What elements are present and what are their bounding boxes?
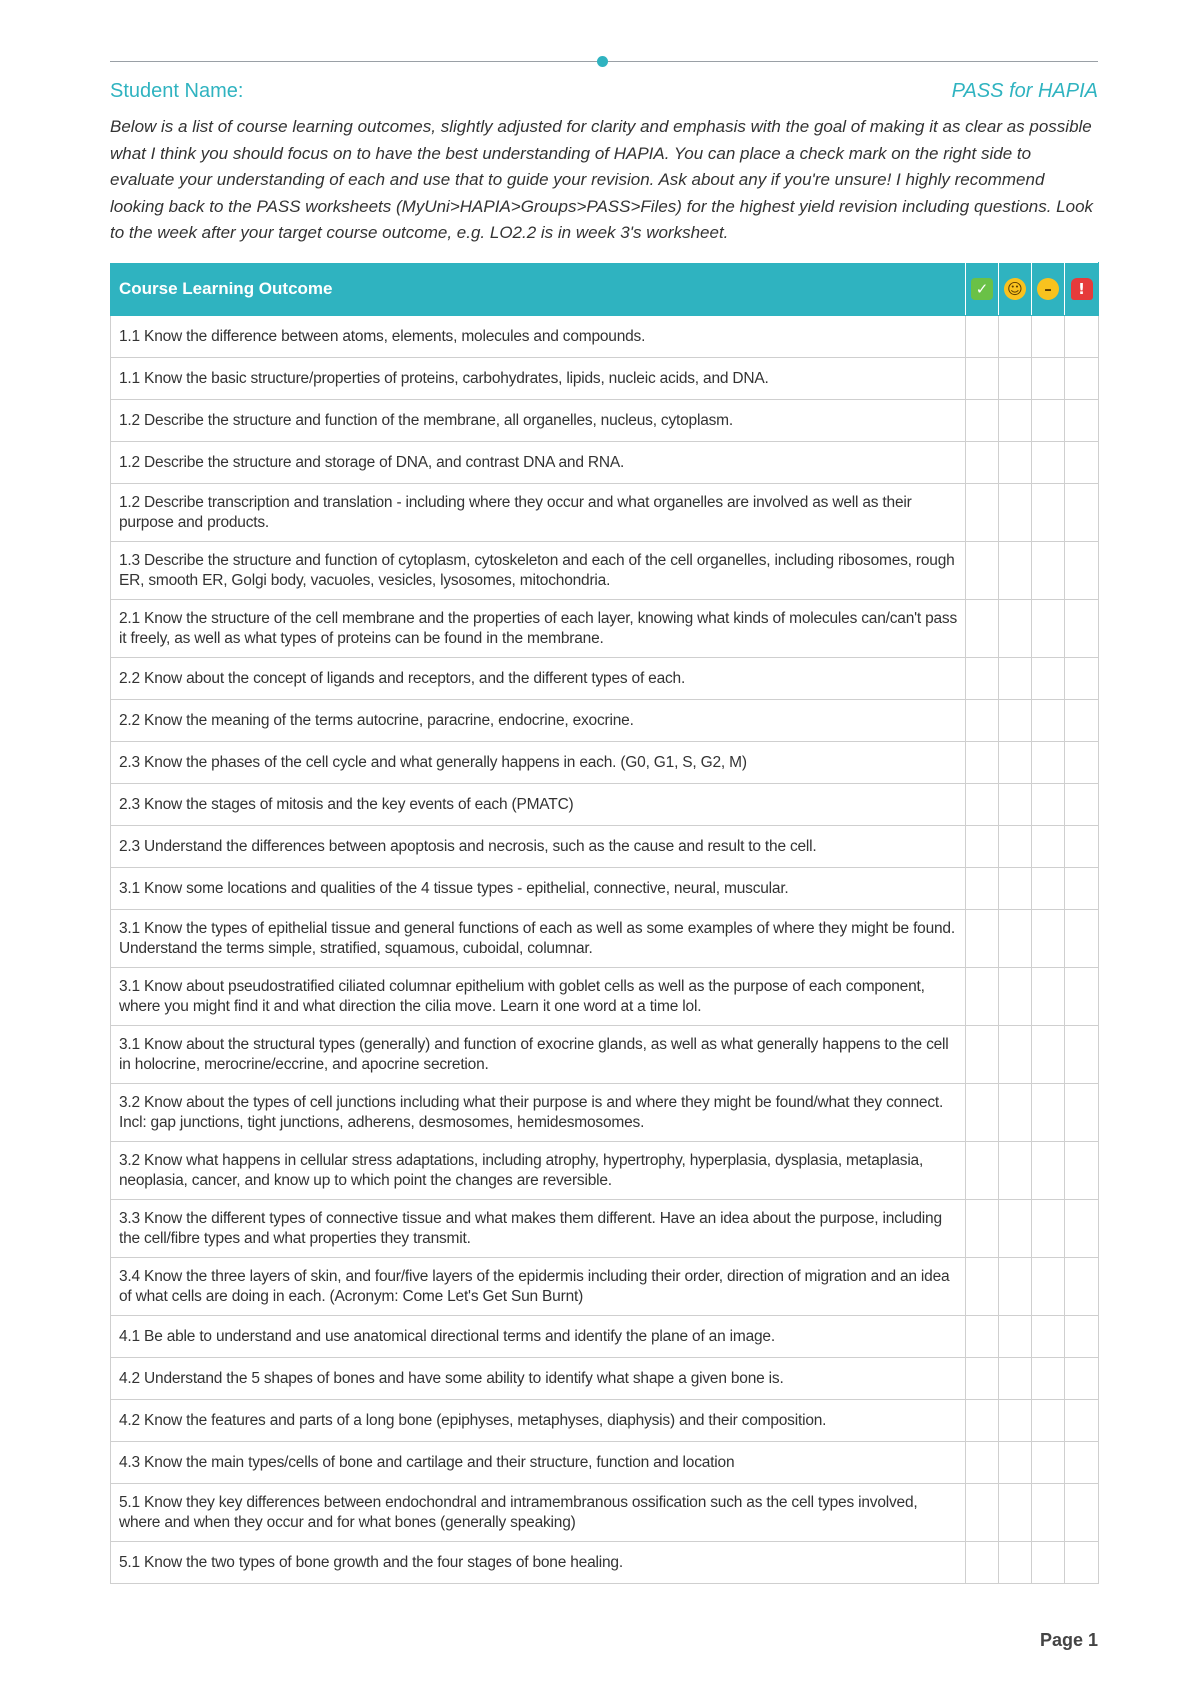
table-row — [111, 910, 1099, 968]
rating-cell-struggling[interactable] — [1065, 1258, 1099, 1316]
outcome-text: 1.3 Describe the structure and function of cytoplasm, cytoskeleton and each of the cell organelles, including ribosomes, rough ER, smooth ER, Golgi body, vacuoles, vesicles, lysosomes, mitochondria. — [111, 542, 966, 600]
outcome-text: 1.2 Describe transcription and translation - including where they occur and what organelles are involved as well as their purpose and products. — [111, 484, 966, 542]
rating-cell-understood[interactable] — [966, 910, 999, 968]
rating-cell-unsure[interactable] — [1032, 316, 1065, 358]
check-mark-icon: ✓ — [971, 278, 993, 300]
rating-cell-unsure[interactable] — [1032, 1258, 1065, 1316]
divider-dot — [597, 56, 608, 67]
rating-cell-good[interactable] — [999, 442, 1032, 484]
rating-header-good — [999, 263, 1032, 316]
rating-cell-understood[interactable] — [966, 1142, 999, 1200]
rating-cell-understood[interactable] — [966, 1484, 999, 1542]
outcome-text: 4.2 Understand the 5 shapes of bones and have some ability to identify what shape a given bone is. — [111, 1358, 966, 1400]
rating-header-understood — [966, 263, 999, 316]
rating-cell-understood[interactable] — [966, 742, 999, 784]
rating-cell-unsure[interactable] — [1032, 1142, 1065, 1200]
table-row — [111, 358, 1099, 400]
rating-cell-understood[interactable] — [966, 826, 999, 868]
rating-cell-unsure[interactable] — [1032, 1084, 1065, 1142]
rating-cell-struggling[interactable] — [1065, 358, 1099, 400]
outcome-text: 3.3 Know the different types of connective tissue and what makes them different. Have an idea about the purpose, including the cell/fibre types and what properties they transmit. — [111, 1200, 966, 1258]
rating-cell-good[interactable] — [999, 968, 1032, 1026]
rating-cell-unsure[interactable] — [1032, 1484, 1065, 1542]
table-row — [111, 1200, 1099, 1258]
outcome-text: 4.1 Be able to understand and use anatomical directional terms and identify the plane of an image. — [111, 1316, 966, 1358]
rating-cell-good[interactable] — [999, 1358, 1032, 1400]
rating-cell-understood[interactable] — [966, 442, 999, 484]
table-row — [111, 742, 1099, 784]
outcome-text: 1.1 Know the difference between atoms, elements, molecules and compounds. — [111, 316, 966, 358]
rating-cell-struggling[interactable] — [1065, 484, 1099, 542]
rating-cell-struggling[interactable] — [1065, 1400, 1099, 1442]
rating-cell-good[interactable] — [999, 868, 1032, 910]
rating-cell-understood[interactable] — [966, 542, 999, 600]
rating-cell-struggling[interactable] — [1065, 1442, 1099, 1484]
table-header-row — [111, 263, 1099, 316]
rating-cell-good[interactable] — [999, 1258, 1032, 1316]
rating-cell-good[interactable] — [999, 1484, 1032, 1542]
rating-cell-unsure[interactable] — [1032, 1442, 1065, 1484]
rating-cell-understood[interactable] — [966, 784, 999, 826]
table-row — [111, 600, 1099, 658]
table-row — [111, 1484, 1099, 1542]
outcome-text: 2.2 Know the meaning of the terms autocrine, paracrine, endocrine, exocrine. — [111, 700, 966, 742]
rating-cell-unsure[interactable] — [1032, 1316, 1065, 1358]
table-row — [111, 1142, 1099, 1200]
table-row — [111, 542, 1099, 600]
rating-cell-good[interactable] — [999, 742, 1032, 784]
rating-cell-good[interactable] — [999, 658, 1032, 700]
rating-cell-struggling[interactable] — [1065, 1358, 1099, 1400]
rating-cell-unsure[interactable] — [1032, 400, 1065, 442]
table-row — [111, 1542, 1099, 1584]
rating-cell-understood[interactable] — [966, 358, 999, 400]
rating-cell-good[interactable] — [999, 700, 1032, 742]
rating-cell-good[interactable] — [999, 484, 1032, 542]
rating-cell-unsure[interactable] — [1032, 658, 1065, 700]
rating-cell-struggling[interactable] — [1065, 868, 1099, 910]
table-row — [111, 784, 1099, 826]
rating-cell-good[interactable] — [999, 1142, 1032, 1200]
intro-paragraph: Below is a list of course learning outcomes, slightly adjusted for clarity and emphasis with the goal of making it as clear as possible what I think you should focus on to have the best understanding of HAPIA. You can place a check mark on the right side to evaluate your understanding of each and use that to guide your revision. Ask about any if you're unsure! I highly recommend looking back to the PASS worksheets (MyUni>HAPIA>Groups>PASS>Files) for the highest yield revision including questions. Look to the week after your target course outcome, e.g. LO2.2 is in week 3's worksheet. — [110, 117, 1094, 242]
rating-cell-understood[interactable] — [966, 700, 999, 742]
rating-cell-struggling[interactable] — [1065, 316, 1099, 358]
rating-cell-understood[interactable] — [966, 600, 999, 658]
rating-cell-unsure[interactable] — [1032, 784, 1065, 826]
rating-cell-unsure[interactable] — [1032, 484, 1065, 542]
page-number: Page 1 — [1039, 1630, 1098, 1650]
table-row — [111, 1358, 1099, 1400]
rating-cell-good[interactable] — [999, 316, 1032, 358]
rating-cell-understood[interactable] — [966, 1542, 999, 1584]
outcome-text: 5.1 Know the two types of bone growth and the four stages of bone healing. — [111, 1542, 966, 1584]
rating-cell-struggling[interactable] — [1065, 600, 1099, 658]
rating-cell-struggling[interactable] — [1065, 1026, 1099, 1084]
outcome-text: 1.2 Describe the structure and storage of DNA, and contrast DNA and RNA. — [111, 442, 966, 484]
rating-cell-unsure[interactable] — [1032, 742, 1065, 784]
rating-cell-good[interactable] — [999, 1316, 1032, 1358]
outcome-text: 4.2 Know the features and parts of a long bone (epiphyses, metaphyses, diaphysis) and their composition. — [111, 1400, 966, 1442]
rating-cell-unsure[interactable] — [1032, 826, 1065, 868]
outcome-text: 1.1 Know the basic structure/properties of proteins, carbohydrates, lipids, nucleic acids, and DNA. — [111, 358, 966, 400]
rating-cell-good[interactable] — [999, 1084, 1032, 1142]
rating-cell-understood[interactable] — [966, 1026, 999, 1084]
neutral-face-icon: – — [1037, 278, 1059, 300]
rating-cell-understood[interactable] — [966, 1084, 999, 1142]
student-name-label: Student Name: — [110, 80, 244, 102]
rating-cell-good[interactable] — [999, 910, 1032, 968]
rating-header-struggling — [1065, 263, 1099, 316]
rating-cell-unsure[interactable] — [1032, 600, 1065, 658]
rating-cell-unsure[interactable] — [1032, 1400, 1065, 1442]
rating-cell-understood[interactable] — [966, 400, 999, 442]
outcome-text: 2.3 Know the phases of the cell cycle and what generally happens in each. (G0, G1, S, G2, M) — [111, 742, 966, 784]
rating-cell-struggling[interactable] — [1065, 1084, 1099, 1142]
outcome-text: 2.3 Understand the differences between apoptosis and necrosis, such as the cause and result to the cell. — [111, 826, 966, 868]
table-row — [111, 1400, 1099, 1442]
outcome-text: 3.2 Know about the types of cell junctions including what their purpose is and where they might be found/what they connect. Incl: gap junctions, tight junctions, adherens, desmosomes, hemidesmosomes. — [111, 1084, 966, 1142]
rating-cell-unsure[interactable] — [1032, 968, 1065, 1026]
rating-cell-good[interactable] — [999, 1442, 1032, 1484]
rating-cell-good[interactable] — [999, 826, 1032, 868]
outcome-text: 3.4 Know the three layers of skin, and four/five layers of the epidermis including their order, direction of migration and an idea of what cells are doing in each. (Acronym: Come Let's Get Sun Burnt) — [111, 1258, 966, 1316]
rating-header-unsure — [1032, 263, 1065, 316]
rating-cell-struggling[interactable] — [1065, 400, 1099, 442]
rating-cell-struggling[interactable] — [1065, 542, 1099, 600]
rating-cell-unsure[interactable] — [1032, 1542, 1065, 1584]
table-row — [111, 1026, 1099, 1084]
table-row — [111, 700, 1099, 742]
rating-cell-good[interactable] — [999, 1200, 1032, 1258]
rating-cell-struggling[interactable] — [1065, 1316, 1099, 1358]
rating-cell-understood[interactable] — [966, 1358, 999, 1400]
rating-cell-struggling[interactable] — [1065, 442, 1099, 484]
table-row — [111, 658, 1099, 700]
rating-cell-unsure[interactable] — [1032, 868, 1065, 910]
rating-cell-struggling[interactable] — [1065, 1200, 1099, 1258]
rating-cell-good[interactable] — [999, 1026, 1032, 1084]
course-title: PASS for HAPIA — [951, 80, 1098, 102]
smiling-face-icon: ☺ — [1004, 278, 1026, 300]
table-row — [111, 1258, 1099, 1316]
outcome-text: 4.3 Know the main types/cells of bone and cartilage and their structure, function and location — [111, 1442, 966, 1484]
rating-cell-struggling[interactable] — [1065, 700, 1099, 742]
rating-cell-understood[interactable] — [966, 316, 999, 358]
outcome-text: 3.1 Know some locations and qualities of the 4 tissue types - epithelial, connective, neural, muscular. — [111, 868, 966, 910]
rating-cell-struggling[interactable] — [1065, 1484, 1099, 1542]
table-row — [111, 316, 1099, 358]
table-row — [111, 1316, 1099, 1358]
rating-cell-unsure[interactable] — [1032, 700, 1065, 742]
rating-cell-understood[interactable] — [966, 658, 999, 700]
rating-cell-good[interactable] — [999, 600, 1032, 658]
rating-cell-unsure[interactable] — [1032, 910, 1065, 968]
rating-cell-unsure[interactable] — [1032, 1026, 1065, 1084]
rating-cell-good[interactable] — [999, 1400, 1032, 1442]
rating-cell-struggling[interactable] — [1065, 968, 1099, 1026]
outcome-text: 2.3 Know the stages of mitosis and the key events of each (PMATC) — [111, 784, 966, 826]
rating-cell-understood[interactable] — [966, 1316, 999, 1358]
rating-cell-struggling[interactable] — [1065, 742, 1099, 784]
rating-cell-good[interactable] — [999, 1542, 1032, 1584]
rating-cell-unsure[interactable] — [1032, 442, 1065, 484]
table-row — [111, 1442, 1099, 1484]
rating-cell-struggling[interactable] — [1065, 784, 1099, 826]
rating-cell-understood[interactable] — [966, 484, 999, 542]
rating-cell-understood[interactable] — [966, 868, 999, 910]
table-row — [111, 400, 1099, 442]
outcome-text: 2.2 Know about the concept of ligands and receptors, and the different types of each. — [111, 658, 966, 700]
outcome-text: 3.1 Know about the structural types (generally) and function of exocrine glands, as well as what generally happens to the cell in holocrine, merocrine/eccrine, and apocrine secretion. — [111, 1026, 966, 1084]
rating-cell-understood[interactable] — [966, 1200, 999, 1258]
learning-outcomes-table — [110, 262, 1099, 1584]
table-row — [111, 826, 1099, 868]
rating-cell-struggling[interactable] — [1065, 658, 1099, 700]
table-row — [111, 442, 1099, 484]
outcome-text: 3.1 Know about pseudostratified ciliated columnar epithelium with goblet cells as well as the purpose of each component, where you might find it and what direction the cilia move. Learn it one word at a time lol. — [111, 968, 966, 1026]
rating-cell-good[interactable] — [999, 358, 1032, 400]
outcome-text: 1.2 Describe the structure and function of the membrane, all organelles, nucleus, cytoplasm. — [111, 400, 966, 442]
rating-cell-unsure[interactable] — [1032, 358, 1065, 400]
rating-cell-good[interactable] — [999, 784, 1032, 826]
rating-cell-understood[interactable] — [966, 968, 999, 1026]
rating-cell-unsure[interactable] — [1032, 542, 1065, 600]
outcome-text: 2.1 Know the structure of the cell membrane and the properties of each layer, knowing what kinds of molecules can/can't pass it freely, as well as what types of proteins can be found in the membrane. — [111, 600, 966, 658]
rating-cell-understood[interactable] — [966, 1442, 999, 1484]
rating-cell-understood[interactable] — [966, 1258, 999, 1316]
rating-cell-good[interactable] — [999, 400, 1032, 442]
rating-cell-struggling[interactable] — [1065, 1542, 1099, 1584]
rating-cell-good[interactable] — [999, 542, 1032, 600]
table-row — [111, 968, 1099, 1026]
table-row — [111, 868, 1099, 910]
rating-cell-struggling[interactable] — [1065, 910, 1099, 968]
outcome-text: 5.1 Know they key differences between endochondral and intramembranous ossification such as the cell types involved, where and when they occur and for what bones (generally speaking) — [111, 1484, 966, 1542]
outcome-text: 3.1 Know the types of epithelial tissue and general functions of each as well as some examples of where they might be found. Understand the terms simple, stratified, squamous, cuboidal, columnar. — [111, 910, 966, 968]
alarm-light-icon: ! — [1071, 278, 1093, 300]
rating-cell-unsure[interactable] — [1032, 1358, 1065, 1400]
rating-cell-struggling[interactable] — [1065, 1142, 1099, 1200]
table-row — [111, 1084, 1099, 1142]
rating-cell-understood[interactable] — [966, 1400, 999, 1442]
rating-cell-struggling[interactable] — [1065, 826, 1099, 868]
table-row — [111, 484, 1099, 542]
rating-cell-unsure[interactable] — [1032, 1200, 1065, 1258]
outcome-column-header: Course Learning Outcome — [111, 263, 966, 316]
document-header — [110, 80, 1098, 106]
outcome-text: 3.2 Know what happens in cellular stress adaptations, including atrophy, hypertrophy, hyperplasia, dysplasia, metaplasia, neoplasia, cancer, and know up to which point the changes are reversible. — [111, 1142, 966, 1200]
